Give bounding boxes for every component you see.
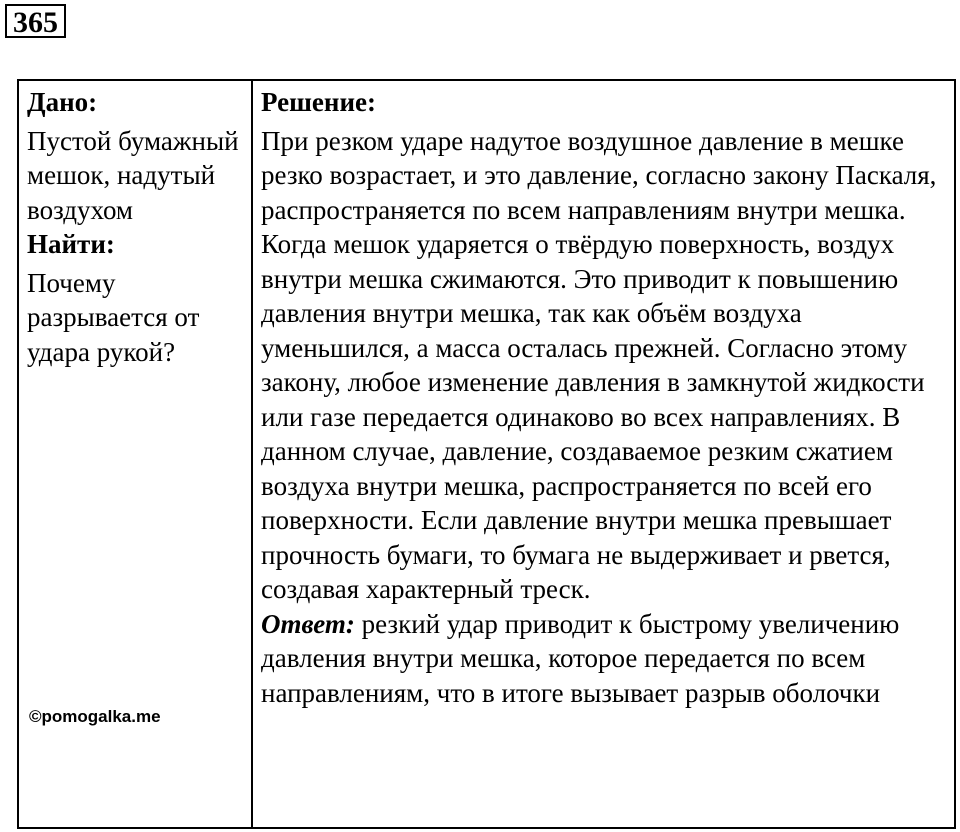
solution-column (261, 85, 951, 710)
find-text: Почему разрывается от удара рукой? (27, 267, 200, 367)
answer-label: Ответ: (261, 608, 355, 639)
answer-text: резкий удар приводит к быстрому увеличению давления внутри мешка, которое передается по всем направлениям, что в итоге вызывает разрыв оболочки (261, 608, 900, 708)
solution-paragraph: Когда мешок ударяется о твёрдую поверхность, воздух внутри мешка сжимаются. Это приводит к повышению давления внутри мешка, так как объём воздуха уменьшился, а масса осталась прежней. Согласно этому закону, любое изменение давления в замкнутой жидкости или газе передается одинаково во всех направлениях. В данном случае, давление, создаваемое резким сжатием воздуха внутри мешка, распространяется по всей его поверхности. Если давление внутри мешка превышает прочность бумаги, то бумага не выдерживает и рвется, создавая характерный треск. (261, 229, 925, 604)
solution-heading: Решение: (261, 87, 376, 117)
solution-table (17, 79, 956, 829)
given-text: Пустой бумажный мешок, надутый воздухом (27, 125, 239, 225)
answer-paragraph (261, 607, 951, 711)
solution-body (261, 124, 951, 711)
solution-paragraph: При резком ударе надутое воздушное давление в мешке резко возрастает, и это давление, согласно закону Паскаля, распространяется по всем направлениям внутри мешка. (261, 125, 937, 225)
find-heading: Найти: (27, 229, 115, 259)
given-column (27, 85, 243, 369)
watermark: ©pomogalka.me (29, 707, 161, 726)
problem-number: 365 (5, 4, 66, 38)
column-divider (251, 81, 253, 827)
given-heading: Дано: (27, 87, 98, 117)
